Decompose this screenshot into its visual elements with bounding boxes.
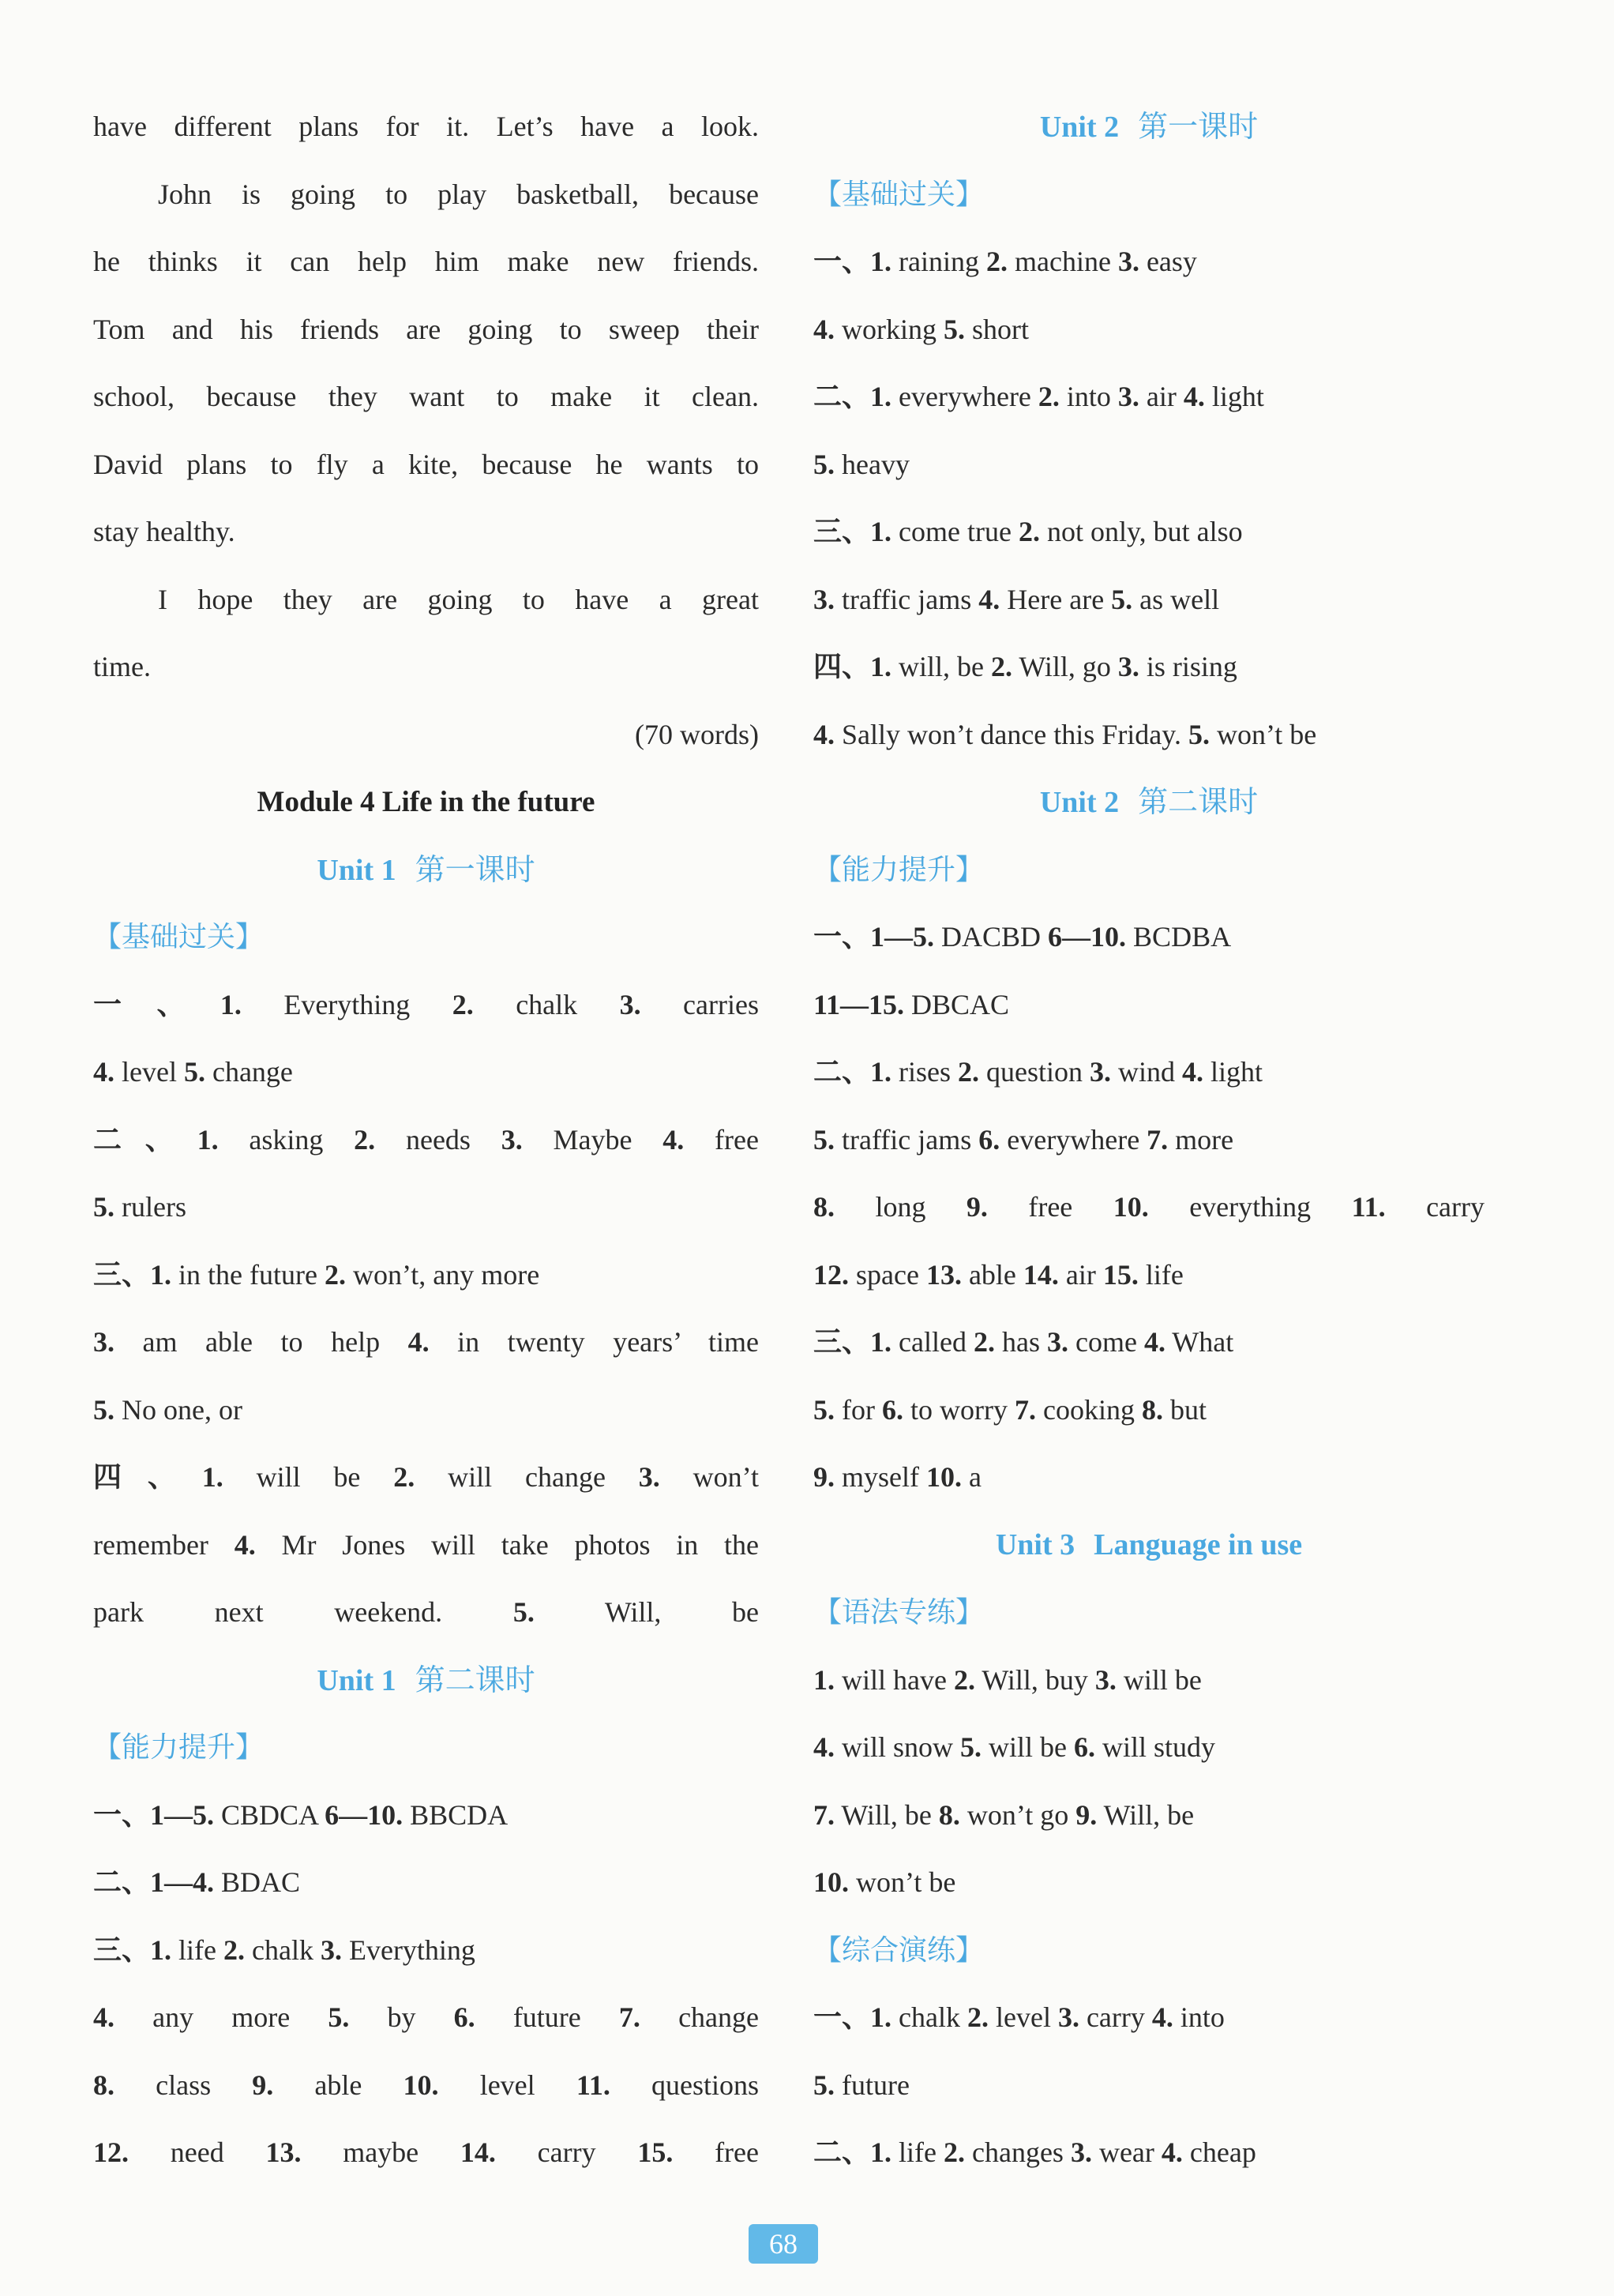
answer-line bbox=[93, 2052, 759, 2120]
section-tag: 【综合演练】 bbox=[813, 1933, 985, 1967]
answer-text: wind bbox=[1111, 1056, 1183, 1088]
answer-text: level bbox=[438, 2069, 576, 2101]
item-number: 12. bbox=[813, 1258, 849, 1291]
answer-line bbox=[813, 633, 1485, 701]
item-number: 6. bbox=[1074, 1731, 1095, 1763]
answer-line bbox=[93, 1917, 759, 1985]
answer-block bbox=[93, 971, 759, 1647]
item-number: 二、1. bbox=[813, 381, 892, 412]
item-number: 2. bbox=[1018, 516, 1040, 547]
answer-line bbox=[93, 1512, 759, 1580]
answer-text: carries bbox=[640, 988, 759, 1020]
item-number: 13. bbox=[925, 1258, 962, 1291]
item-number: 10. bbox=[1113, 1191, 1149, 1223]
answer-text: future bbox=[475, 2001, 619, 2033]
item-number: 6. bbox=[978, 1123, 1000, 1156]
item-number: 11—15. bbox=[813, 988, 905, 1020]
item-number: 6—10. bbox=[325, 1798, 404, 1831]
answer-text: Here are bbox=[1000, 583, 1112, 615]
answer-line bbox=[813, 1107, 1485, 1174]
item-number: 一、1—5. bbox=[813, 921, 935, 953]
item-number: 6. bbox=[881, 1393, 903, 1426]
item-number: 4. bbox=[813, 1731, 835, 1763]
answer-line bbox=[93, 1242, 759, 1310]
unit-label: Unit 2 bbox=[1039, 786, 1120, 819]
item-number: 3. bbox=[320, 1933, 342, 1966]
passage-line: he thinks it can help him make new friends. bbox=[93, 246, 759, 277]
unit-label: Unit 1 bbox=[317, 853, 396, 887]
answer-text: Sally won’t dance this Friday. bbox=[835, 718, 1188, 750]
answer-text: carry bbox=[1079, 2001, 1152, 2033]
item-number: 三、1. bbox=[93, 1933, 172, 1966]
unit-label: Unit 2 bbox=[1039, 111, 1120, 144]
item-number: 7. bbox=[618, 2001, 640, 2033]
item-number: 2. bbox=[324, 1258, 346, 1291]
item-number: 10. bbox=[925, 1461, 962, 1493]
item-number: 5. bbox=[93, 1191, 114, 1223]
passage-line: stay healthy. bbox=[93, 516, 235, 547]
answer-text: a bbox=[961, 1461, 982, 1493]
answer-text: question bbox=[979, 1056, 1090, 1088]
passage-line: David plans to fly a kite, because he wants to bbox=[93, 448, 759, 480]
answer-line bbox=[813, 1714, 1485, 1782]
module-title: Module 4 Life in the future bbox=[257, 786, 595, 818]
unit-heading bbox=[813, 768, 1485, 836]
answer-text: Everything bbox=[341, 1933, 475, 1966]
answer-block bbox=[813, 1984, 1485, 2187]
item-number: 4. bbox=[978, 583, 1000, 615]
answer-line bbox=[813, 296, 1485, 364]
item-number: 四、1. bbox=[93, 1461, 223, 1493]
unit-heading bbox=[93, 1647, 759, 1715]
lesson-label: 第二课时 bbox=[1138, 784, 1259, 819]
item-number: 4. bbox=[407, 1326, 430, 1358]
answer-line bbox=[813, 363, 1485, 431]
answer-text: for bbox=[835, 1393, 882, 1426]
item-number: 5. bbox=[1111, 583, 1133, 615]
item-number: 4. bbox=[813, 313, 835, 345]
answer-line bbox=[813, 228, 1485, 296]
answer-text: park next weekend. bbox=[93, 1596, 513, 1628]
answer-text: will be bbox=[1116, 1663, 1202, 1696]
answer-line bbox=[813, 1377, 1485, 1445]
item-number: 一、1. bbox=[813, 246, 892, 277]
answer-text: will change bbox=[415, 1461, 639, 1493]
answer-text: carry bbox=[495, 2136, 638, 2168]
answer-text: need bbox=[129, 2136, 266, 2168]
item-number: 5. bbox=[960, 1731, 982, 1763]
lesson-label: 第一课时 bbox=[415, 851, 535, 887]
answer-text: DBCAC bbox=[904, 988, 1010, 1020]
item-number: 2. bbox=[991, 651, 1012, 682]
answer-line bbox=[813, 431, 1485, 499]
answer-line bbox=[813, 2119, 1485, 2187]
answer-text: able bbox=[273, 2069, 404, 2101]
item-number: 二、1—4. bbox=[93, 1866, 215, 1898]
item-number: 4. bbox=[1183, 381, 1205, 412]
answer-text: will be bbox=[223, 1461, 394, 1493]
item-number: 14. bbox=[1023, 1258, 1059, 1291]
section-tag: 【基础过关】 bbox=[93, 921, 265, 953]
item-number: 2. bbox=[223, 1933, 245, 1966]
answer-line bbox=[813, 1647, 1485, 1715]
answer-text: BCDBA bbox=[1126, 921, 1232, 953]
answer-text: change bbox=[205, 1056, 293, 1088]
right-column bbox=[813, 93, 1485, 2187]
answer-text: any more bbox=[114, 2001, 328, 2033]
answer-text: BDAC bbox=[214, 1866, 301, 1898]
item-number: 8. bbox=[813, 1191, 835, 1223]
answer-text: raining bbox=[891, 246, 986, 277]
answer-text: changes bbox=[965, 2136, 1071, 2168]
answer-text: working bbox=[835, 313, 944, 345]
item-number: 5. bbox=[813, 448, 835, 480]
answer-block bbox=[813, 904, 1485, 1512]
item-number: 二、1. bbox=[813, 2136, 892, 2168]
answer-text: CBDCA bbox=[214, 1798, 325, 1831]
answer-text: will, be bbox=[891, 651, 991, 682]
answer-text: needs bbox=[375, 1123, 501, 1156]
item-number: 9. bbox=[966, 1191, 988, 1223]
unit-heading bbox=[813, 1512, 1485, 1580]
item-number: 5. bbox=[512, 1596, 535, 1628]
answer-text: long bbox=[835, 1191, 967, 1223]
item-number: 13. bbox=[265, 2136, 302, 2168]
answer-text: rises bbox=[891, 1056, 959, 1088]
item-number: 四、1. bbox=[813, 651, 892, 682]
answer-text: maybe bbox=[301, 2136, 460, 2168]
answer-text: free bbox=[673, 2136, 759, 2168]
item-number: 4. bbox=[1161, 2136, 1183, 2168]
answer-line bbox=[813, 1309, 1485, 1377]
answer-line bbox=[93, 1444, 759, 1512]
item-number: 3. bbox=[1117, 246, 1139, 277]
answer-text: rulers bbox=[114, 1191, 186, 1223]
answer-line bbox=[93, 971, 759, 1039]
item-number: 1. bbox=[813, 1663, 835, 1696]
answer-text: questions bbox=[610, 2069, 759, 2101]
item-number: 15. bbox=[1102, 1258, 1139, 1291]
answer-text: everywhere bbox=[891, 381, 1038, 412]
item-number: 3. bbox=[638, 1461, 660, 1493]
answer-line bbox=[813, 1242, 1485, 1310]
answer-text: is rising bbox=[1139, 651, 1237, 682]
answer-text: carry bbox=[1385, 1191, 1485, 1223]
answer-text: cooking bbox=[1035, 1393, 1142, 1426]
item-number: 7. bbox=[1147, 1123, 1169, 1156]
section-tag: 【语法专练】 bbox=[813, 1596, 985, 1629]
answer-text: chalk bbox=[473, 988, 620, 1020]
item-number: 8. bbox=[1141, 1393, 1163, 1426]
item-number: 一、1—5. bbox=[93, 1798, 215, 1831]
item-number: 5. bbox=[328, 2001, 350, 2033]
answer-line bbox=[93, 2119, 759, 2187]
item-number: 3. bbox=[619, 988, 641, 1020]
answer-text: Will, go bbox=[1012, 651, 1118, 682]
item-number: 三、1. bbox=[93, 1258, 172, 1291]
item-number: 12. bbox=[93, 2136, 129, 2168]
item-number: 8. bbox=[938, 1798, 960, 1831]
item-number: 6. bbox=[453, 2001, 475, 2033]
answer-text: life bbox=[1138, 1258, 1184, 1291]
unit-label: Unit 1 bbox=[317, 1663, 396, 1697]
lesson-label: Language in use bbox=[1094, 1528, 1303, 1561]
answer-text: chalk bbox=[245, 1933, 321, 1966]
item-number: 9. bbox=[813, 1461, 835, 1493]
answer-line bbox=[93, 1782, 759, 1850]
item-number: 5. bbox=[944, 313, 965, 345]
answer-line bbox=[93, 1107, 759, 1174]
item-number: 4. bbox=[662, 1123, 685, 1156]
section-tag: 【基础过关】 bbox=[813, 178, 985, 211]
item-number: 5. bbox=[813, 1393, 835, 1426]
answer-line bbox=[813, 971, 1485, 1039]
answer-text: everywhere bbox=[1000, 1123, 1147, 1156]
answer-text: Maybe bbox=[522, 1123, 663, 1156]
answer-text: into bbox=[1059, 381, 1118, 412]
answer-line bbox=[93, 1309, 759, 1377]
answer-text: into bbox=[1173, 2001, 1225, 2033]
answer-text: future bbox=[835, 2069, 910, 2101]
answer-text: won’t go bbox=[959, 1798, 1076, 1831]
answer-line bbox=[813, 904, 1485, 971]
answer-text: won’t be bbox=[849, 1866, 956, 1898]
item-number: 10. bbox=[813, 1866, 849, 1898]
item-number: 3. bbox=[1070, 2136, 1092, 2168]
answer-line bbox=[813, 2052, 1485, 2120]
word-count: (70 words) bbox=[635, 718, 759, 750]
answer-text: free bbox=[987, 1191, 1113, 1223]
item-number: 9. bbox=[252, 2069, 274, 2101]
answer-text: won’t be bbox=[1209, 718, 1317, 750]
answer-text: traffic jams bbox=[835, 1123, 979, 1156]
answer-text: to worry bbox=[903, 1393, 1015, 1426]
answer-line bbox=[93, 1039, 759, 1107]
answer-text: by bbox=[349, 2001, 454, 2033]
item-number: 5. bbox=[93, 1393, 114, 1426]
item-number: 3. bbox=[1117, 651, 1139, 682]
passage-line: time. bbox=[93, 651, 151, 682]
item-number: 14. bbox=[460, 2136, 496, 2168]
answer-line bbox=[813, 1444, 1485, 1512]
passage-line: John is going to play basketball, because bbox=[158, 178, 759, 210]
item-number: 2. bbox=[1038, 381, 1060, 412]
item-number: 7. bbox=[813, 1798, 835, 1831]
item-number: 4. bbox=[93, 2001, 114, 2033]
answer-text: but bbox=[1162, 1393, 1207, 1426]
answer-text: light bbox=[1203, 1056, 1263, 1088]
item-number: 4. bbox=[93, 1056, 114, 1088]
answer-block bbox=[813, 228, 1485, 768]
answer-text: everything bbox=[1148, 1191, 1352, 1223]
answer-line bbox=[813, 1849, 1485, 1917]
answer-text: Will, be bbox=[534, 1596, 759, 1628]
answer-line bbox=[93, 1579, 759, 1647]
answer-line bbox=[813, 1174, 1485, 1242]
item-number: 5. bbox=[813, 1123, 835, 1156]
answer-line bbox=[93, 1377, 759, 1445]
answer-line bbox=[813, 701, 1485, 769]
section-tag: 【能力提升】 bbox=[93, 1731, 265, 1764]
answer-text: light bbox=[1204, 381, 1264, 412]
item-number: 3. bbox=[1094, 1663, 1117, 1696]
item-number: 3. bbox=[813, 583, 835, 615]
answer-text: easy bbox=[1139, 246, 1197, 277]
lesson-label: 第二课时 bbox=[415, 1662, 535, 1697]
answer-text: Will, buy bbox=[974, 1663, 1095, 1696]
answer-text: heavy bbox=[835, 448, 910, 480]
item-number: 7. bbox=[1014, 1393, 1036, 1426]
item-number: 3. bbox=[501, 1123, 523, 1156]
answer-text: DACBD bbox=[934, 921, 1049, 953]
answer-text: free bbox=[684, 1123, 759, 1156]
passage-line: school, because they want to make it clean. bbox=[93, 381, 759, 412]
answer-text: in the future bbox=[171, 1258, 325, 1291]
item-number: 4. bbox=[234, 1528, 256, 1561]
answer-text: short bbox=[965, 313, 1029, 345]
item-number: 一、1. bbox=[813, 2001, 892, 2033]
item-number: 2. bbox=[967, 2001, 989, 2033]
answer-text: won’t, any more bbox=[345, 1258, 540, 1291]
item-number: 10. bbox=[403, 2069, 439, 2101]
answer-line bbox=[813, 566, 1485, 634]
item-number: 5. bbox=[1188, 718, 1210, 750]
answer-text: class bbox=[114, 2069, 253, 2101]
answer-text: wear bbox=[1091, 2136, 1162, 2168]
answer-text: Everything bbox=[241, 988, 452, 1020]
answer-text: Will, be bbox=[835, 1798, 939, 1831]
answer-text: not only, but also bbox=[1039, 516, 1243, 547]
answer-text: will study bbox=[1095, 1731, 1216, 1763]
answer-text: has bbox=[994, 1326, 1047, 1358]
item-number: 2. bbox=[953, 1663, 975, 1696]
item-number: 2. bbox=[986, 246, 1008, 277]
answer-line bbox=[813, 498, 1485, 566]
lesson-label: 第一课时 bbox=[1138, 109, 1259, 144]
item-number: 9. bbox=[1075, 1798, 1098, 1831]
answer-text: space bbox=[849, 1258, 926, 1291]
item-number: 4. bbox=[1143, 1326, 1165, 1358]
answer-text: come bbox=[1068, 1326, 1144, 1358]
item-number: 4. bbox=[1151, 2001, 1173, 2033]
answer-text: level bbox=[988, 2001, 1058, 2033]
answer-line bbox=[93, 1174, 759, 1242]
answer-text: Mr Jones will take photos in the bbox=[255, 1528, 759, 1561]
answer-text: called bbox=[891, 1326, 974, 1358]
passage-line: I hope they are going to have a great bbox=[158, 583, 759, 615]
answer-text: come true bbox=[891, 516, 1019, 547]
answer-text: change bbox=[640, 2001, 759, 2033]
answer-text: won’t bbox=[659, 1461, 759, 1493]
answer-text: in twenty years’ time bbox=[429, 1326, 759, 1358]
unit-label: Unit 3 bbox=[995, 1528, 1075, 1561]
passage-line: Tom and his friends are going to sweep their bbox=[93, 313, 759, 345]
item-number: 5. bbox=[813, 2069, 835, 2101]
answer-text: machine bbox=[1008, 246, 1118, 277]
answer-text: Will, be bbox=[1097, 1798, 1195, 1831]
answer-text: will snow bbox=[835, 1731, 961, 1763]
answer-line bbox=[93, 1849, 759, 1917]
answer-text: What bbox=[1165, 1326, 1234, 1358]
item-number: 4. bbox=[1182, 1056, 1204, 1088]
answer-line bbox=[813, 1039, 1485, 1107]
item-number: 3. bbox=[1046, 1326, 1068, 1358]
left-column bbox=[93, 93, 759, 2187]
item-number: 二、1. bbox=[813, 1056, 892, 1088]
answer-line bbox=[93, 1984, 759, 2052]
answer-text: No one, or bbox=[114, 1393, 242, 1426]
item-number: 11. bbox=[1351, 1191, 1386, 1223]
answer-text: life bbox=[891, 2136, 944, 2168]
item-number: 2. bbox=[452, 988, 474, 1020]
item-number: 2. bbox=[944, 2136, 965, 2168]
answer-text: life bbox=[171, 1933, 223, 1966]
item-number: 15. bbox=[637, 2136, 674, 2168]
answer-text: able bbox=[961, 1258, 1023, 1291]
unit-heading bbox=[813, 93, 1485, 161]
answer-block bbox=[813, 1647, 1485, 1917]
answer-line bbox=[813, 1984, 1485, 2052]
answer-line bbox=[813, 1782, 1485, 1850]
answer-text: level bbox=[114, 1056, 184, 1088]
item-number: 3. bbox=[1057, 2001, 1079, 2033]
answer-text: asking bbox=[218, 1123, 355, 1156]
item-number: 11. bbox=[576, 2069, 610, 2101]
item-number: 5. bbox=[183, 1056, 205, 1088]
answer-text: BBCDA bbox=[403, 1798, 509, 1831]
answer-text: more bbox=[1168, 1123, 1234, 1156]
item-number: 3. bbox=[1117, 381, 1139, 412]
answer-text: air bbox=[1139, 381, 1184, 412]
item-number: 2. bbox=[393, 1461, 415, 1493]
item-number: 三、1. bbox=[813, 1326, 892, 1358]
unit-heading bbox=[93, 836, 759, 904]
page-number: 68 bbox=[749, 2224, 818, 2264]
item-number: 3. bbox=[93, 1326, 114, 1358]
item-number: 一、1. bbox=[93, 988, 242, 1020]
item-number: 4. bbox=[813, 718, 835, 750]
item-number: 6—10. bbox=[1048, 921, 1127, 953]
answer-text: am able to help bbox=[114, 1326, 408, 1358]
answer-block bbox=[93, 1782, 759, 2187]
passage-line: have different plans for it. Let’s have a look. bbox=[93, 111, 759, 142]
item-number: 2. bbox=[354, 1123, 376, 1156]
answer-text: will have bbox=[835, 1663, 954, 1696]
answer-text: chalk bbox=[891, 2001, 967, 2033]
answer-text: myself bbox=[835, 1461, 926, 1493]
answer-text: remember bbox=[93, 1528, 235, 1561]
answer-text: traffic jams bbox=[835, 583, 979, 615]
item-number: 8. bbox=[93, 2069, 114, 2101]
section-tag: 【能力提升】 bbox=[813, 853, 985, 886]
item-number: 3. bbox=[1090, 1056, 1112, 1088]
answer-text: as well bbox=[1132, 583, 1220, 615]
answer-text: will be bbox=[982, 1731, 1074, 1763]
item-number: 三、1. bbox=[813, 516, 892, 547]
item-number: 2. bbox=[973, 1326, 995, 1358]
answer-text: cheap bbox=[1182, 2136, 1256, 2168]
item-number: 2. bbox=[958, 1056, 980, 1088]
answer-text: air bbox=[1058, 1258, 1103, 1291]
item-number: 二、1. bbox=[93, 1123, 219, 1156]
